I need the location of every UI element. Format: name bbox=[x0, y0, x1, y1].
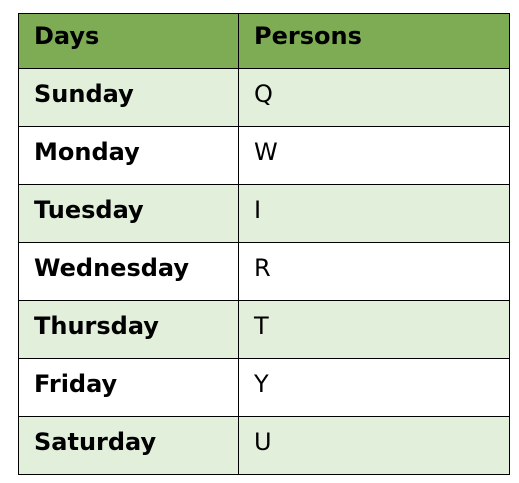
table-row bbox=[19, 417, 510, 475]
table-row bbox=[19, 359, 510, 417]
person-cell: Y bbox=[239, 359, 510, 417]
person-cell: Q bbox=[239, 69, 510, 127]
header-persons: Persons bbox=[239, 14, 510, 69]
schedule-table bbox=[18, 13, 510, 475]
person-cell: T bbox=[239, 301, 510, 359]
person-cell: U bbox=[239, 417, 510, 475]
header-row bbox=[19, 14, 510, 69]
day-cell: Sunday bbox=[19, 69, 239, 127]
person-cell: I bbox=[239, 185, 510, 243]
day-cell: Tuesday bbox=[19, 185, 239, 243]
day-cell: Friday bbox=[19, 359, 239, 417]
day-cell: Saturday bbox=[19, 417, 239, 475]
person-cell: W bbox=[239, 127, 510, 185]
table-row bbox=[19, 301, 510, 359]
table-row bbox=[19, 243, 510, 301]
table-row bbox=[19, 185, 510, 243]
person-cell: R bbox=[239, 243, 510, 301]
table-body bbox=[19, 69, 510, 475]
table-row bbox=[19, 69, 510, 127]
header-days: Days bbox=[19, 14, 239, 69]
table-row bbox=[19, 127, 510, 185]
day-cell: Wednesday bbox=[19, 243, 239, 301]
day-cell: Monday bbox=[19, 127, 239, 185]
day-cell: Thursday bbox=[19, 301, 239, 359]
